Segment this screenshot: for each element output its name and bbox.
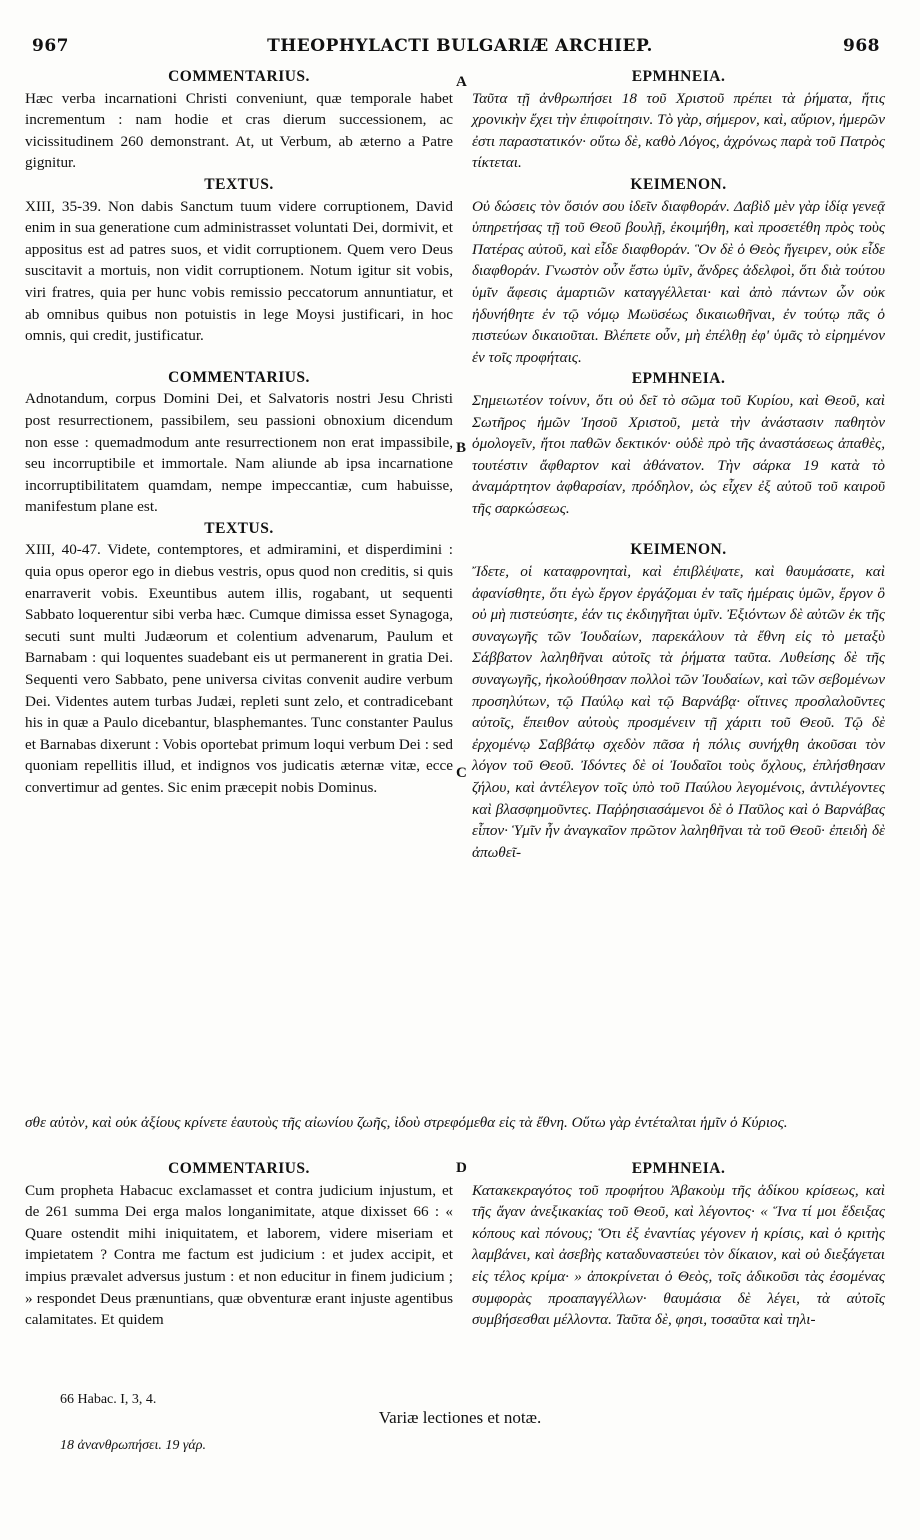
- variae-lectiones-heading: Variæ lectiones et notæ.: [378, 1408, 542, 1427]
- greek-ermeneia-heading-3: ΕΡΜΗΝΕΙΑ.: [631, 1160, 726, 1177]
- margin-letter-c: C: [456, 765, 467, 781]
- greek-keimenon-1: Οὐ δώσεις τὸν ὅσιόν σου ἰδεῖν διαφθοράν. Δαβὶδ μὲν γὰρ ἰδίᾳ γενεᾷ ὑπηρετήσας τῇ τοῦ Θεοῦ βουλῇ, ἐκοιμήθη, καὶ προσετέθη πρὸς τοὺς Πατέρας αὐτοῦ, καὶ εἶδε διαφθοράν. Ὃν δὲ ὁ Θεὸς ἤγειρεν, οὐκ εἶδε διαφθοράν. Γνωστὸν οὖν ἔστω ὑμῖν, ἄνδρες ἀδελφοὶ, ὅτι διὰ τούτου ὑμῖν ἄφεσις ἁμαρτιῶν καταγγέλλεται· καὶ ἀπὸ πάντων ὧν οὐκ ἠδυνήθητε ἐν τῷ νόμῳ Μωϋσέως δικαιωθῆναι, ἐν τούτῳ πᾶς ὁ πιστεύων δικαιοῦται. Βλέπετε οὖν, μὴ ἐπέλθῃ ἐφ' ὑμᾶς τὸ εἰρημένον ἐν τοῖς προφήταις.: [472, 197, 885, 366]
- latin-commentarius-2: Adnotandum, corpus Domini Dei, et Salvatoris nostri Jesu Christi post resurrectionem, passibilem, seu passioni obnoxium dicendum non esse : quemadmodum ante resurrectionem non erat impassibile, seu incorruptibile et immortale. Nam aliunde ab ipsa incarnatione incorruptibilitatem quamdam, nempe impeccantiæ, cum habuisse, manifestum plane est.: [25, 390, 453, 516]
- greek-ermeneia-3: Κατακεκραγότος τοῦ προφήτου Ἀβακοὺμ τῆς ἀδίκου κρίσεως, καὶ τῆς ἄγαν ἀνεξικακίας τοῦ Θεοῦ, καὶ λέγοντος· « Ἵνα τί μοι ἔδειξας κόπους καὶ πόνους; Ὅτι ἐξ ἐναντίας γέγονεν ἡ κρίσις, καὶ ὁ κριτὴς λαμβάνει, καὶ ἀσεβὴς καταδυναστεύει τὸν δίκαιον, καὶ οὐ διεξάγεται εἰς τέλος κρίμα· » ἀποκρίνεται ὁ Θεὸς, τοῖς ἀδικοῦσι τὰς ἐσομένας συμφορὰς προαπαγγέλλων· θαυμάσια δὲ λέγει, τὰ αὐτοῖς συμβήσεσθαι μέλλοντα. Ταῦτα δὲ, φησι, τοσαῦτα καὶ τηλι-: [472, 1181, 885, 1329]
- greek-keimenon-2: Ἴδετε, οἱ καταφρονηταὶ, καὶ ἐπιβλέψατε, καὶ θαυμάσατε, καὶ ἀφανίσθητε, ὅτι ἐγὼ ἔργον ἐργάζομαι ἐν ταῖς ἡμέραις ὑμῶν, ἔργον ὃ οὐ μὴ πιστεύσητε, ἐάν τις ἐκδιηγῆται ὑμῖν. Ἐξιόντων δὲ αὐτῶν ἐκ τῆς συναγωγῆς τῶν Ἰουδαίων, παρεκάλουν τὰ ἔθνη εἰς τὸ μεταξὺ Σάββατον λαληθῆναι αὐτοῖς τὰ ῥήματα ταῦτα. Λυθείσης δὲ τῆς συναγωγῆς, ἠκολούθησαν πολλοὶ τῶν Ἰουδαίων, καὶ τῶν σεβομένων προσηλύτων, τῷ Παύλῳ καὶ τῷ Βαρνάβᾳ· οἵτινες προσλαλοῦντες αὐτοῖς, ἔπειθον αὐτοὺς προσμένειν τῇ χάριτι τοῦ Θεοῦ. Τῷ δὲ ἐρχομένῳ Σαββάτῳ σχεδὸν πᾶσα ἡ πόλις συνήχθη ἀκοῦσαι τὸν λόγον τοῦ Θεοῦ. Ἰδόντες δὲ οἱ Ἰουδαῖοι τοὺς ὄχλους, ἐπλήσθησαν ζήλου, καὶ ἀντέλεγον τοῖς ὑπὸ τοῦ Παύλου λεγομένοις, ἀντιλέγοντες καὶ βλασφημοῦντες. Παῤῥησιασάμενοι δὲ ὁ Παῦλος καὶ ὁ Βαρνάβας εἶπον· Ὑμῖν ἦν ἀναγκαῖον πρῶτον λαληθῆναι τὰ τοῦ Θεοῦ· ἐπειδὴ δὲ ἀπωθεῖ-: [472, 563, 885, 861]
- right-page-number: 968: [843, 36, 880, 56]
- greek-keimenon-heading-2: ΚΕΙΜΕΝΟΝ.: [630, 541, 727, 559]
- latin-column-lower: [25, 1158, 453, 1331]
- running-title: THEOPHYLACTI BULGARIÆ ARCHIEP.: [267, 36, 653, 56]
- margin-letter-a: A: [456, 74, 467, 90]
- greek-ermeneia-2: Σημειωτέον τοίνυν, ὅτι οὐ δεῖ τὸ σῶμα τοῦ Κυρίου, καὶ Θεοῦ, καὶ Σωτῆρος ἡμῶν Ἰησοῦ Χριστοῦ, μετὰ τὴν ἀνάστασιν παθητὸν ὁμολογεῖν, ἤτοι παθῶν δεκτικόν· οὐδὲ πρὸ τῆς ἀναστάσεως ἀπαθὲς, τουτέστιν ἄφθαρτον καὶ ἀθάνατον. Τὴν σάρκα 19 κατὰ τὸ ἀναμάρτητον ἀφθαρσίαν, πρόδηλον, ὡς εἶχεν ἐξ αὐτοῦ τοῦ καιροῦ τῆς σαρκώσεως.: [472, 391, 885, 517]
- latin-footnote: 66 Habac. I, 3, 4.: [60, 1392, 157, 1407]
- latin-commentarius-3: Cum propheta Habacuc exclamasset et contra judicium injustum, et de 261 summa Dei erga malos longanimitate, atque dixisset 66 : « Quare ostendit mihi iniquitatem, et laborem, videre miseriam et impietatem ? Contra me factum est judicium : et judex accipit, et impius prævalet adversus justum : et non educitur in finem judicium ; » respondet Deus prænuntians, quæ obventuræ erant injuste agentibus calamitates. Et quidem: [25, 1181, 453, 1329]
- greek-ermeneia-1: Ταῦτα τῇ ἀνθρωπήσει 18 τοῦ Χριστοῦ πρέπει τὰ ῥήματα, ἥτις χρονικὴν ἔχει τὴν ἐπιφοίτησιν. Τὸ γὰρ, σήμερον, καὶ, αὔριον, ἡμερῶν ἐστι παραστατικόν· οὕτω δὲ, καθὸ Λόγος, ἀχρόνως παρὰ τοῦ Πατρὸς τίκτεται.: [472, 89, 885, 172]
- latin-commentarius-heading-2: COMMENTARIUS.: [168, 368, 310, 386]
- greek-footnotes: 18 ἀνανθρωπήσει. 19 γάρ.: [60, 1438, 206, 1453]
- latin-column-upper: [25, 66, 453, 799]
- greek-spanning-line: σθε αὐτὸν, καὶ οὐκ ἀξίους κρίνετε ἑαυτοὺς τῆς αἰωνίου ζωῆς, ἰδοὺ στρεφόμεθα εἰς τὰ ἔθνη. Οὕτω γὰρ ἐντέταλται ἡμῖν ὁ Κύριος.: [25, 1114, 788, 1131]
- latin-textus-heading-1: TEXTUS.: [204, 175, 274, 193]
- left-page-number: 967: [32, 36, 69, 56]
- latin-commentarius-heading-3: COMMENTARIUS.: [168, 1160, 310, 1177]
- margin-letter-d: D: [456, 1160, 467, 1176]
- greek-keimenon-heading-1: ΚΕΙΜΕΝΟΝ.: [630, 175, 727, 193]
- greek-column-lower: [472, 1158, 885, 1331]
- latin-textus-2: XIII, 40-47. Videte, contemptores, et admiramini, et disperdimini : quia opus operor ego in diebus vestris, opus quod non creditis, si quis enarraverit vobis. Exeuntibus autem illis, rogabant, ut sequenti Sabbato loquerentur sibi verba hæc. Cumque dimissa esset Synagoga, secuti sunt multi Judæorum et colentium advenarum, Paulum et Barnabam : qui loquentes suadebant eis ut permanerent in gratia Dei. Sequenti vero Sabbato, pene universa civitas convenit audire verbum Dei. Videntes autem turbas Judæi, repleti sunt zelo, et contradicebant his in quæ a Paulo dicebantur, blasphemantes. Tunc constanter Paulus et Barnabas dixerunt : Vobis oportebat primum loqui verbum Dei : sed quoniam repellitis illud, et indignos vos judicatis æternæ vitæ, ecce convertimur ad gentes. Sic enim præcepit nobis Dominus.: [25, 541, 453, 796]
- margin-letter-b: B: [456, 440, 467, 456]
- latin-textus-heading-2: TEXTUS.: [204, 519, 274, 537]
- latin-commentarius-heading-1: COMMENTARIUS.: [168, 68, 310, 85]
- greek-ermeneia-heading-2: ΕΡΜΗΝΕΙΑ.: [631, 370, 726, 388]
- latin-textus-1: XIII, 35-39. Non dabis Sanctum tuum videre corruptionem, David enim in sua generatione cum administrasset voluntati Dei, dormivit, et appositus est ad patres suos, et vidit corruptionem. Quem vero Deus suscitavit a mortuis, non vidit corruptionem. Notum igitur sit vobis, viri fratres, quia per hunc vobis remissio peccatorum annuntiatur, et ab omnibus quibus non potuistis in lege Moysi justificari, in hoc omnis, qui credit, justificatur.: [25, 197, 453, 345]
- greek-column-upper: [472, 66, 885, 863]
- latin-commentarius-1: Hæc verba incarnationi Christi conveniunt, quæ temporale habet incrementum : nam hodie et cras dierum successionem, ac vicissitudinem 260 demonstrant. At, ut Verbum, ab æterno a Patre gignitur.: [25, 89, 453, 172]
- greek-ermeneia-heading-1: ΕΡΜΗΝΕΙΑ.: [631, 68, 726, 85]
